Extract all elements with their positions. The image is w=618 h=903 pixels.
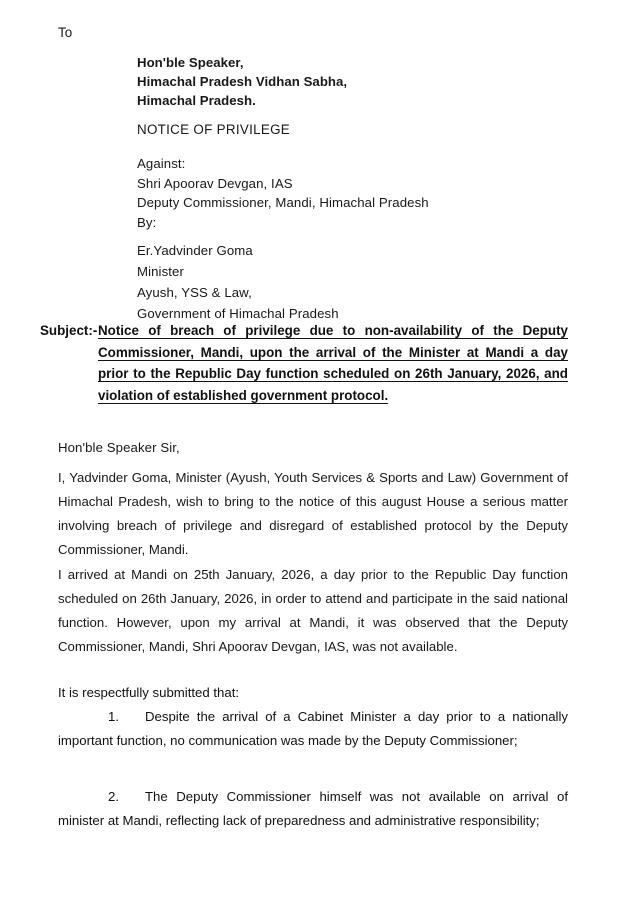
salutation: Hon'ble Speaker Sir,: [58, 440, 180, 455]
against-person: Shri Apoorav Devgan, IAS: [137, 175, 293, 191]
item-number: 1.: [108, 709, 119, 724]
against-designation: Deputy Commissioner, Mandi, Himachal Pradesh: [137, 195, 429, 210]
paragraph-2: I arrived at Mandi on 25th January, 2026, a day prior to the Republic Day function scheduled on 26th January, 2026, in order to attend and participate in the said national function. However, upon my arrival at Mandi, it was observed that the Deputy Commissioner, Mandi, Shri Apoorav Devgan, IAS, was not available.: [58, 567, 568, 654]
paragraph-1: I, Yadvinder Goma, Minister (Ayush, Youth Services & Sports and Law) Government of Himachal Pradesh, wish to bring to the notice of this august House a serious matter involving breach of privilege and disregard of established protocol by the Deputy Commissioner, Mandi.: [58, 470, 568, 557]
to-label: To: [58, 25, 73, 40]
item-text: Despite the arrival of a Cabinet Minister a day prior to a nationally important function, no communication was made by the Deputy Commissioner;: [58, 709, 568, 748]
by-designation: Minister: [137, 264, 184, 279]
addressee-line-1: Hon'ble Speaker,: [137, 55, 244, 70]
item-number: 2.: [108, 789, 119, 804]
by-government: Government of Himachal Pradesh: [137, 306, 339, 321]
numbered-item-1: [58, 705, 568, 753]
against-block: [137, 154, 429, 232]
notice-title: NOTICE OF PRIVILEGE: [137, 122, 291, 137]
addressee-line-2: Himachal Pradesh Vidhan Sabha,: [137, 74, 348, 89]
by-label: By:: [137, 214, 157, 230]
subject-text: Notice of breach of privilege due to non-availability of the Deputy Commissioner, Mandi, upon the arrival of the Minister at Mandi a day prior to the Republic Day function scheduled on 26th January, 2026, and violation of established government protocol.: [98, 323, 568, 403]
lead-in-text: It is respectfully submitted that:: [58, 685, 240, 700]
numbered-item-2: [58, 785, 568, 833]
addressee-line-3: Himachal Pradesh.: [137, 93, 256, 108]
by-department: Ayush, YSS & Law,: [137, 285, 252, 300]
subject-label: Subject:-: [40, 323, 98, 338]
by-block: [137, 240, 339, 324]
against-label: Against:: [137, 156, 186, 171]
by-name: Er.Yadvinder Goma: [137, 243, 253, 258]
subject-block: [40, 320, 568, 406]
addressee-block: [137, 53, 347, 110]
item-text: The Deputy Commissioner himself was not available on arrival of minister at Mandi, reflecting lack of preparedness and administrative responsibility;: [58, 789, 568, 828]
